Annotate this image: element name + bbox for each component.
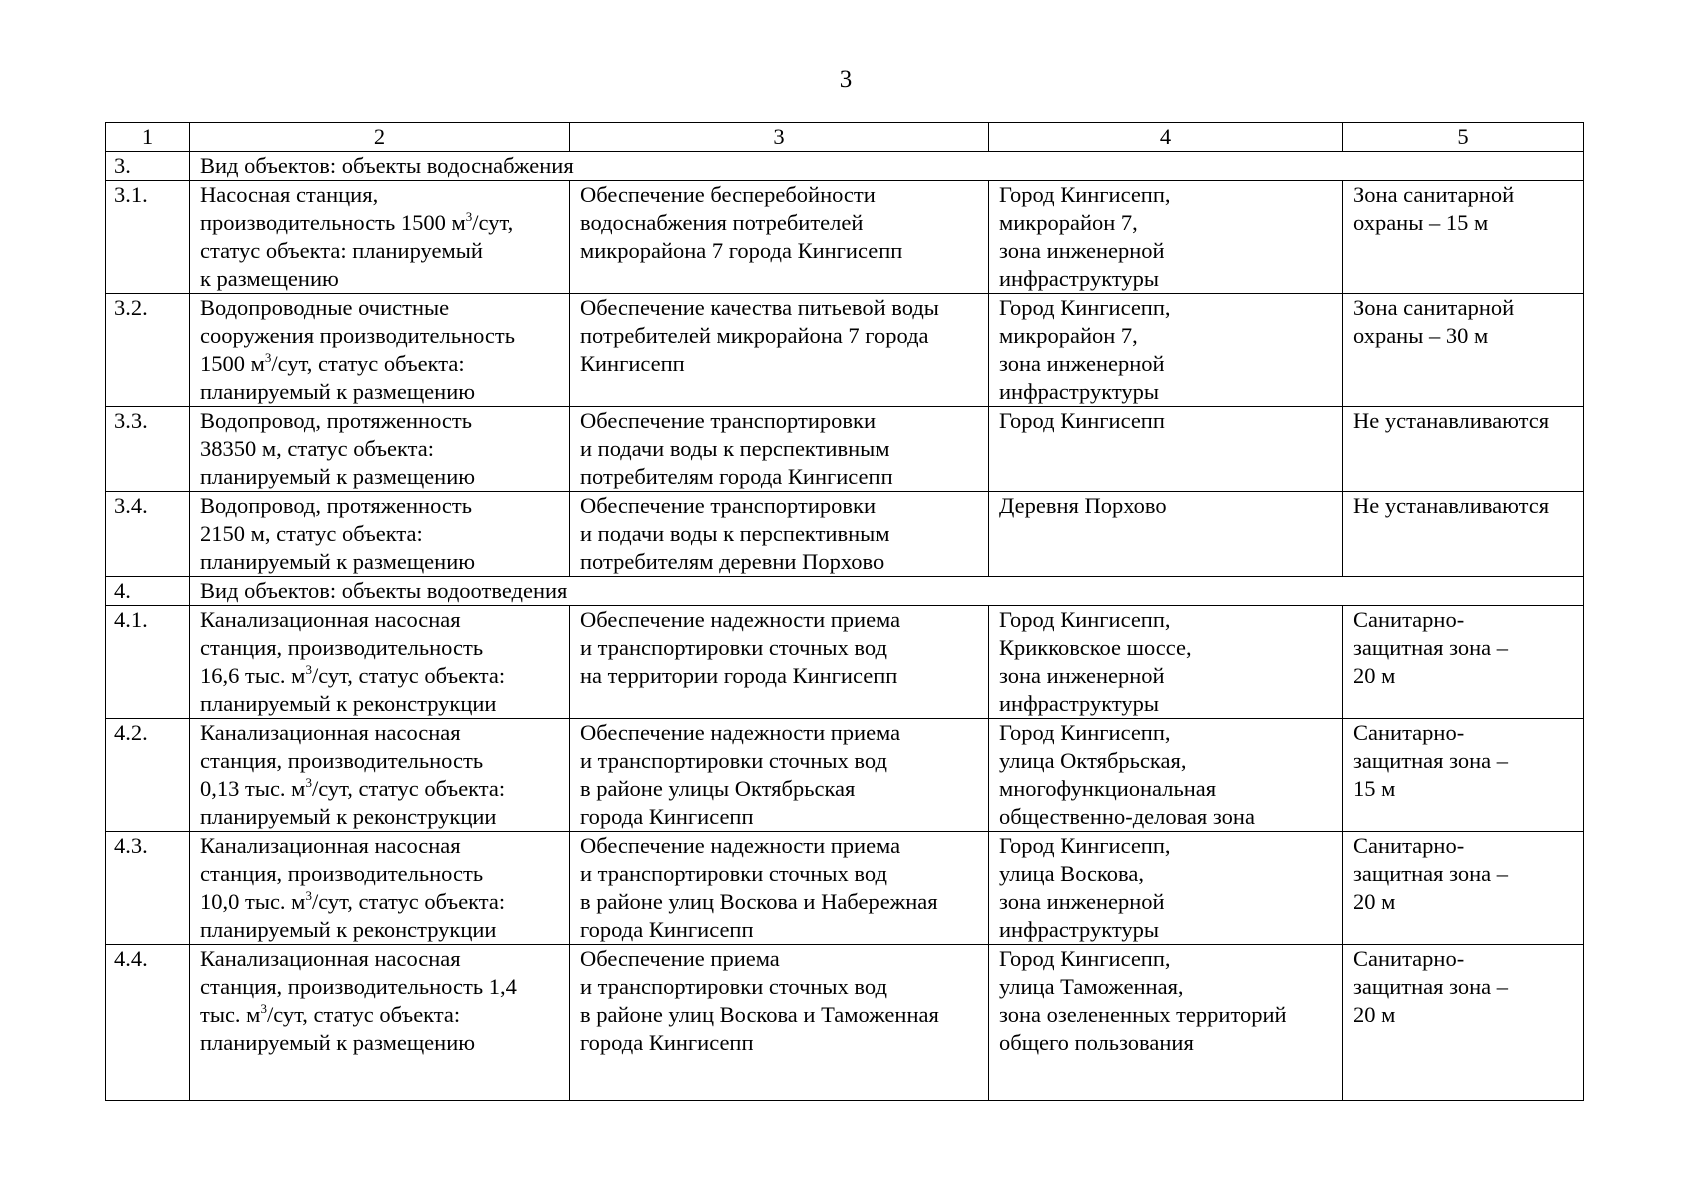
column-number-row — [106, 123, 1584, 152]
cell-line: 15 м — [1353, 776, 1396, 801]
cell-line: и транспортировки сточных вод — [580, 635, 887, 660]
cell-line: 0,13 тыс. $м^3$/сут, статус объекта: — [200, 775, 506, 801]
cell-line: планируемый к размещению — [200, 1030, 476, 1055]
cell-line: 10,0 тыс. $м^3$/сут, статус объекта: — [200, 888, 506, 914]
cell-line: Город Кингисепп, — [999, 182, 1171, 207]
cell-line: улица Таможенная, — [999, 974, 1184, 999]
purpose-cell — [570, 945, 989, 1101]
cell-line: микрорайона 7 города Кингисепп — [580, 238, 903, 263]
purpose-cell — [570, 606, 989, 719]
cell-line: Канализационная насосная — [200, 720, 461, 745]
cell-line: инфраструктуры — [999, 266, 1159, 291]
cell-line: и транспортировки сточных вод — [580, 974, 887, 999]
location-cell — [989, 606, 1343, 719]
cell-line: и подачи воды к перспективным — [580, 521, 890, 546]
location-cell — [989, 832, 1343, 945]
row-number: 3.4. — [106, 492, 190, 577]
zone-cell — [1343, 719, 1584, 832]
objects-table-body — [106, 123, 1584, 1101]
cell-line: защитная зона – — [1353, 635, 1508, 660]
cell-line: города Кингисепп — [580, 917, 754, 942]
column-number: 2 — [190, 123, 570, 152]
cell-line: Санитарно- — [1353, 720, 1465, 745]
section-title: Вид объектов: объекты водоотведения — [190, 577, 1584, 606]
column-number: 3 — [570, 123, 989, 152]
cell-line: Канализационная насосная — [200, 833, 461, 858]
cell-line: зона озелененных территорий — [999, 1002, 1287, 1027]
section-number: 4. — [106, 577, 190, 606]
cell-line: зона инженерной — [999, 238, 1165, 263]
object-name-cell — [190, 294, 570, 407]
cell-line: инфраструктуры — [999, 917, 1159, 942]
cell-line: Водопровод, протяженность — [200, 408, 472, 433]
location-cell — [989, 719, 1343, 832]
cell-line: планируемый к реконструкции — [200, 691, 497, 716]
cell-line: Водопроводные очистные — [200, 295, 450, 320]
table-row — [106, 945, 1584, 1101]
cell-line: защитная зона – — [1353, 748, 1508, 773]
cell-line: Город Кингисепп — [999, 408, 1165, 433]
cell-line: потребителям деревни Порхово — [580, 549, 885, 574]
page-number: 3 — [839, 66, 853, 93]
purpose-cell — [570, 294, 989, 407]
cell-line: города Кингисепп — [580, 1030, 754, 1055]
row-number: 4.4. — [106, 945, 190, 1101]
table-row — [106, 606, 1584, 719]
cell-line: статус объекта: планируемый — [200, 238, 483, 263]
cell-line: в районе улиц Воскова и Набережная — [580, 889, 938, 914]
object-name-cell — [190, 606, 570, 719]
column-number: 5 — [1343, 123, 1584, 152]
row-number: 3.1. — [106, 181, 190, 294]
cell-line: Город Кингисепп, — [999, 607, 1171, 632]
cell-line: города Кингисепп — [580, 804, 754, 829]
zone-cell — [1343, 181, 1584, 294]
table-row — [106, 832, 1584, 945]
section-row — [106, 152, 1584, 181]
cell-line: и транспортировки сточных вод — [580, 861, 887, 886]
cell-line: инфраструктуры — [999, 379, 1159, 404]
cell-line: 20 м — [1353, 663, 1396, 688]
location-cell — [989, 294, 1343, 407]
object-name-cell — [190, 407, 570, 492]
cell-line: 2150 м, статус объекта: — [200, 521, 423, 546]
cell-line: инфраструктуры — [999, 691, 1159, 716]
cell-line: станция, производительность — [200, 861, 484, 886]
cell-line: Обеспечение транспортировки — [580, 408, 876, 433]
cell-line: охраны – 30 м — [1353, 323, 1489, 348]
cell-line: Санитарно- — [1353, 607, 1465, 632]
purpose-cell — [570, 492, 989, 577]
cell-line: Обеспечение транспортировки — [580, 493, 876, 518]
location-cell — [989, 407, 1343, 492]
purpose-cell — [570, 719, 989, 832]
cell-line: Обеспечение приема — [580, 946, 780, 971]
cell-line: 38350 м, статус объекта: — [200, 436, 434, 461]
table-row — [106, 407, 1584, 492]
cell-line: Не устанавливаются — [1353, 493, 1550, 518]
cell-line: станция, производительность — [200, 635, 484, 660]
cell-line: Кингисепп — [580, 351, 685, 376]
table-row — [106, 294, 1584, 407]
cell-line: планируемый к размещению — [200, 549, 476, 574]
cell-line: микрорайон 7, — [999, 323, 1138, 348]
cell-line: многофункциональная — [999, 776, 1217, 801]
zone-cell — [1343, 832, 1584, 945]
cell-line: 1500 $м^3$/сут, статус объекта: — [200, 350, 465, 376]
cell-line: Город Кингисепп, — [999, 946, 1171, 971]
cell-line: Обеспечение качества питьевой воды — [580, 295, 939, 320]
object-name-cell — [190, 719, 570, 832]
row-number: 4.2. — [106, 719, 190, 832]
location-cell — [989, 945, 1343, 1101]
cell-line: улица Воскова, — [999, 861, 1144, 886]
cell-line: тыс. $м^3$/сут, статус объекта: — [200, 1001, 461, 1027]
cell-line: зона инженерной — [999, 663, 1165, 688]
cell-line: Санитарно- — [1353, 833, 1465, 858]
purpose-cell — [570, 181, 989, 294]
zone-cell — [1343, 606, 1584, 719]
cell-line: сооружения производительность — [200, 323, 515, 348]
cell-line: планируемый к реконструкции — [200, 804, 497, 829]
cell-line: потребителям города Кингисепп — [580, 464, 893, 489]
zone-cell — [1343, 294, 1584, 407]
cell-line: общественно-деловая зона — [999, 804, 1255, 829]
column-number: 1 — [106, 123, 190, 152]
zone-cell — [1343, 945, 1584, 1101]
object-name-cell — [190, 181, 570, 294]
cell-line: Зона санитарной — [1353, 295, 1515, 320]
row-number: 3.2. — [106, 294, 190, 407]
cell-line: охраны – 15 м — [1353, 210, 1489, 235]
cell-line: планируемый к размещению — [200, 379, 476, 404]
cell-line: Водопровод, протяженность — [200, 493, 472, 518]
cell-line: Обеспечение надежности приема — [580, 607, 901, 632]
cell-line: общего пользования — [999, 1030, 1194, 1055]
section-row — [106, 577, 1584, 606]
cell-line: 16,6 тыс. $м^3$/сут, статус объекта: — [200, 662, 506, 688]
objects-table — [105, 122, 1584, 1101]
cell-line: в районе улицы Октябрьская — [580, 776, 856, 801]
cell-line: улица Октябрьская, — [999, 748, 1187, 773]
cell-line: планируемый к реконструкции — [200, 917, 497, 942]
cell-line: Канализационная насосная — [200, 607, 461, 632]
location-cell — [989, 492, 1343, 577]
cell-line: Город Кингисепп, — [999, 295, 1171, 320]
location-cell — [989, 181, 1343, 294]
cell-line: станция, производительность 1,4 — [200, 974, 517, 999]
row-number: 4.1. — [106, 606, 190, 719]
cell-line: Город Кингисепп, — [999, 720, 1171, 745]
cell-line: водоснабжения потребителей — [580, 210, 864, 235]
object-name-cell — [190, 492, 570, 577]
cell-line: Не устанавливаются — [1353, 408, 1550, 433]
cell-line: зона инженерной — [999, 889, 1165, 914]
cell-line: планируемый к размещению — [200, 464, 476, 489]
row-number: 4.3. — [106, 832, 190, 945]
cell-line: Обеспечение надежности приема — [580, 720, 901, 745]
section-title: Вид объектов: объекты водоснабжения — [190, 152, 1584, 181]
cell-line: защитная зона – — [1353, 974, 1508, 999]
purpose-cell — [570, 832, 989, 945]
table-row — [106, 719, 1584, 832]
cell-line: и подачи воды к перспективным — [580, 436, 890, 461]
row-number: 3.3. — [106, 407, 190, 492]
section-number: 3. — [106, 152, 190, 181]
cell-line: Зона санитарной — [1353, 182, 1515, 207]
cell-line: потребителей микрорайона 7 города — [580, 323, 929, 348]
zone-cell — [1343, 407, 1584, 492]
zone-cell — [1343, 492, 1584, 577]
cell-line: Канализационная насосная — [200, 946, 461, 971]
cell-line: в районе улиц Воскова и Таможенная — [580, 1002, 939, 1027]
column-number: 4 — [989, 123, 1343, 152]
cell-line: 20 м — [1353, 1002, 1396, 1027]
cell-line: Город Кингисепп, — [999, 833, 1171, 858]
cell-line: Насосная станция, — [200, 182, 379, 207]
cell-line: Обеспечение бесперебойности — [580, 182, 876, 207]
cell-line: зона инженерной — [999, 351, 1165, 376]
object-name-cell — [190, 945, 570, 1101]
cell-line: к размещению — [200, 266, 339, 291]
purpose-cell — [570, 407, 989, 492]
cell-line: микрорайон 7, — [999, 210, 1138, 235]
cell-line: защитная зона – — [1353, 861, 1508, 886]
cell-line: Санитарно- — [1353, 946, 1465, 971]
cell-line: Деревня Порхово — [999, 493, 1167, 518]
cell-line: Крикковское шоссе, — [999, 635, 1192, 660]
cell-line: производительность 1500 $м^3$/сут, — [200, 209, 514, 235]
cell-line: 20 м — [1353, 889, 1396, 914]
cell-line: Обеспечение надежности приема — [580, 833, 901, 858]
object-name-cell — [190, 832, 570, 945]
cell-line: и транспортировки сточных вод — [580, 748, 887, 773]
cell-line: на территории города Кингисепп — [580, 663, 898, 688]
table-row — [106, 492, 1584, 577]
table-row — [106, 181, 1584, 294]
cell-line: станция, производительность — [200, 748, 484, 773]
